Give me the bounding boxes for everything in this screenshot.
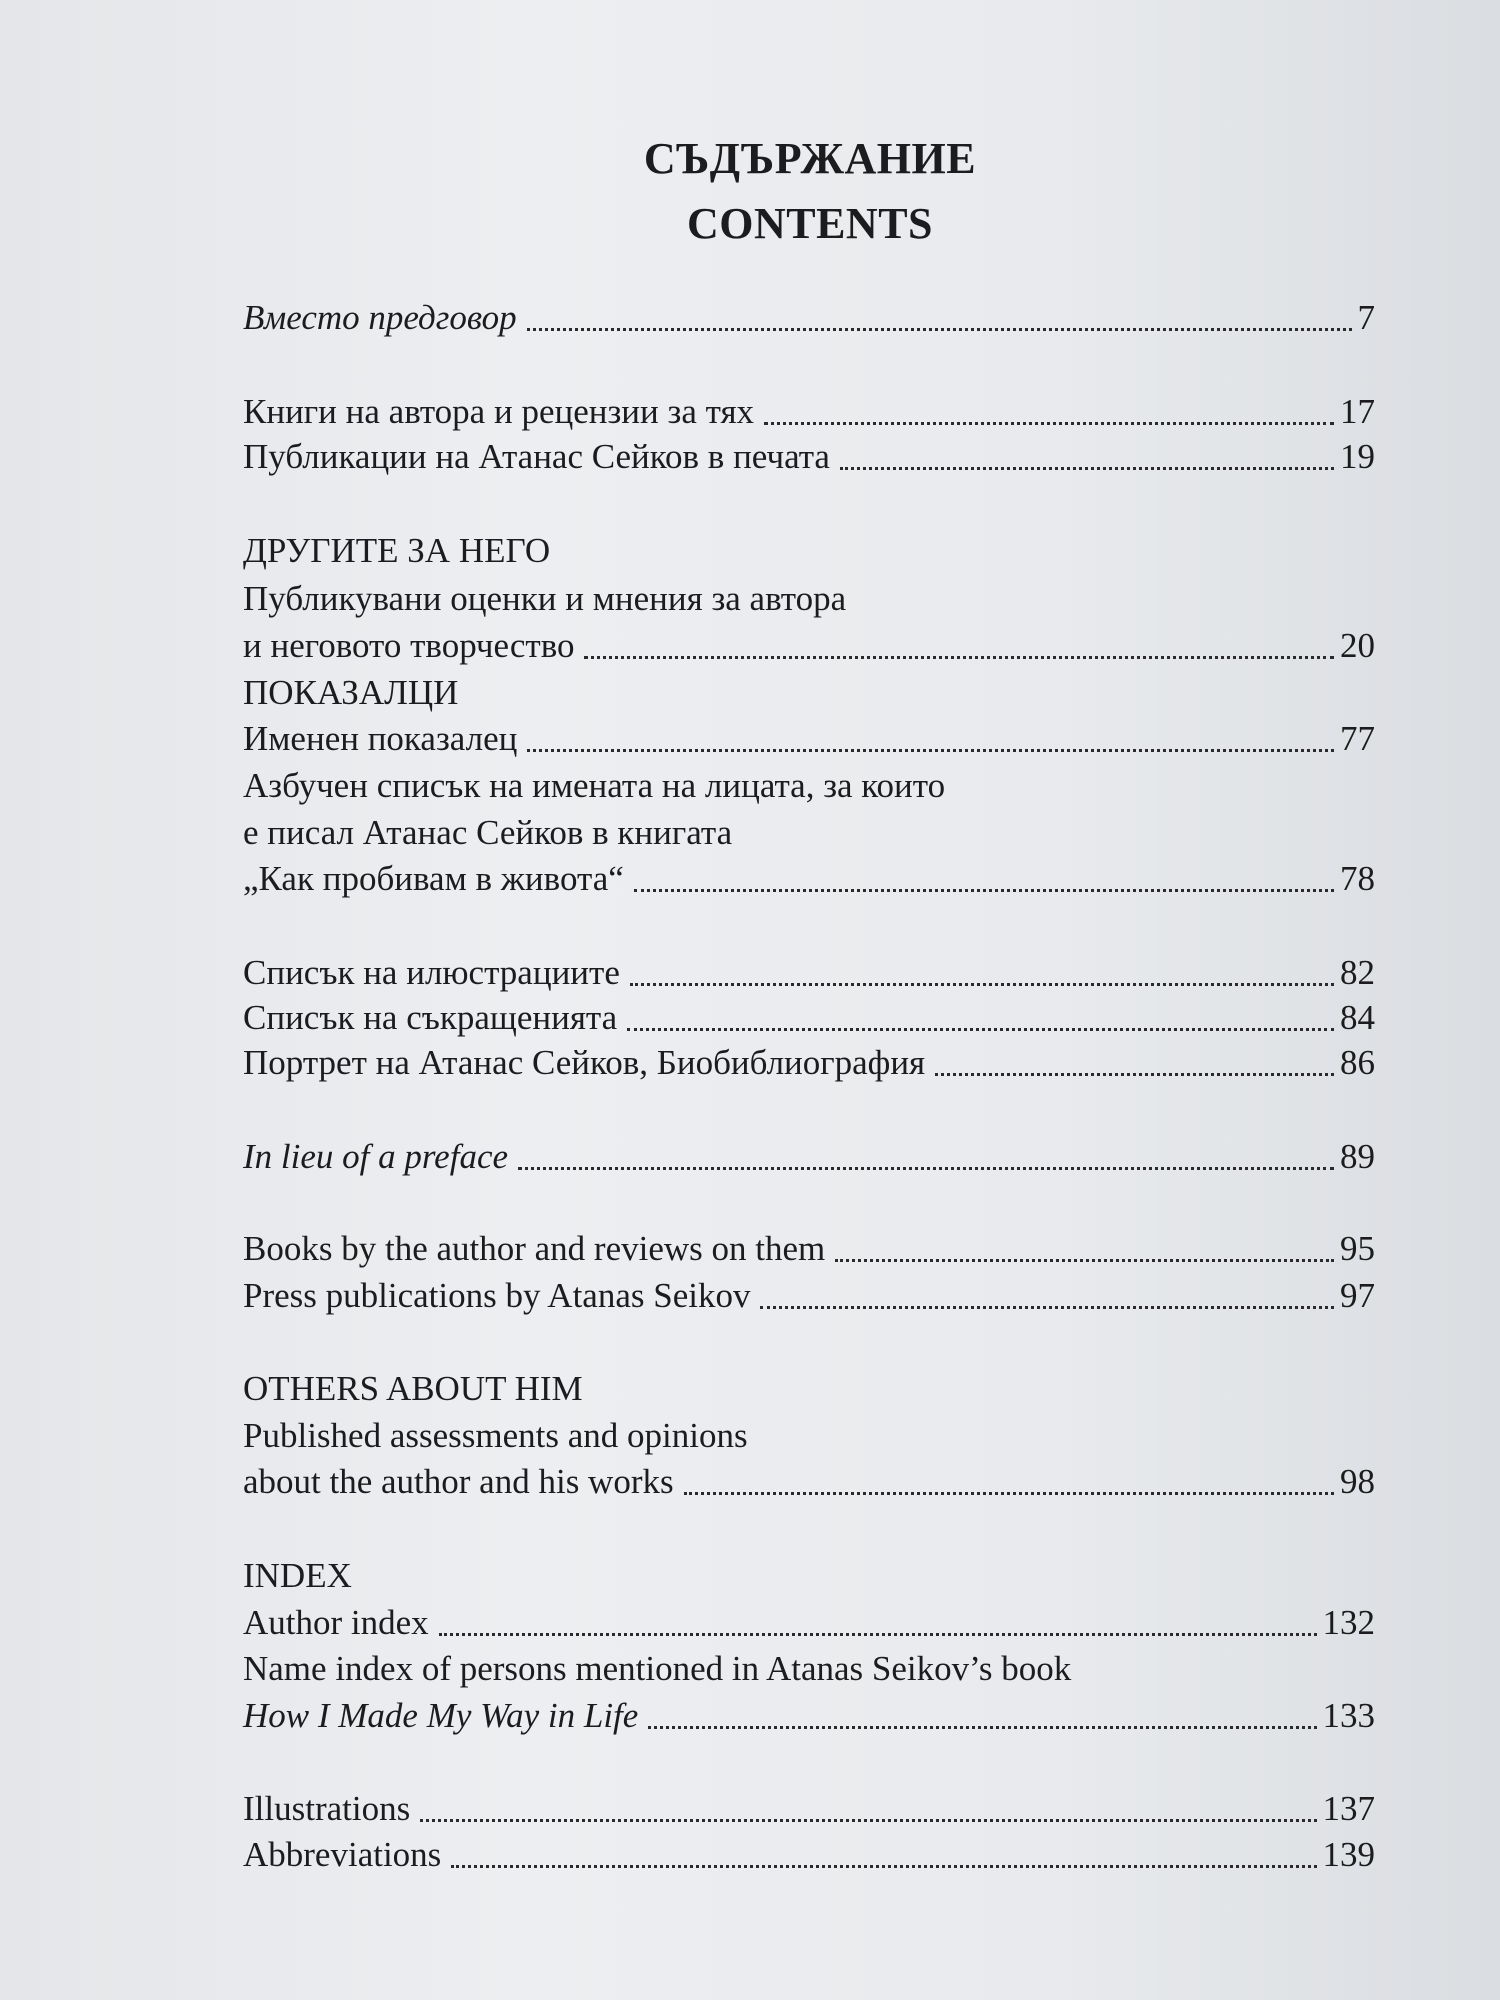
toc-entry bbox=[243, 295, 1375, 341]
toc-entry bbox=[243, 1226, 1375, 1272]
toc-section bbox=[243, 670, 1375, 716]
toc-entry bbox=[243, 1459, 1375, 1505]
toc-page: 84 bbox=[1340, 998, 1375, 1037]
toc-title: Портрет на Атанас Сейков, Биобиблиография bbox=[243, 1043, 926, 1082]
toc-title: about the author and his works bbox=[243, 1462, 674, 1501]
toc-page: 7 bbox=[1357, 298, 1375, 337]
toc-page: 19 bbox=[1340, 437, 1375, 476]
toc-section-title: OTHERS ABOUT HIM bbox=[243, 1369, 583, 1408]
toc-page: 133 bbox=[1322, 1696, 1375, 1735]
toc-entry bbox=[243, 950, 1375, 996]
toc-page: 82 bbox=[1340, 953, 1375, 992]
toc-entry bbox=[243, 1273, 1375, 1319]
toc-title: Press publications by Atanas Seikov bbox=[243, 1276, 751, 1315]
toc-leader bbox=[835, 1259, 1334, 1262]
toc-entry bbox=[243, 763, 1375, 809]
toc-entry bbox=[243, 1786, 1375, 1832]
toc-entry bbox=[243, 1600, 1375, 1646]
toc-title: How I Made My Way in Life bbox=[243, 1696, 639, 1735]
toc-title: Abbreviations bbox=[243, 1835, 442, 1874]
toc-entry bbox=[243, 716, 1375, 762]
toc-leader bbox=[634, 889, 1334, 892]
contents-heading-en: CONTENTS bbox=[686, 199, 934, 248]
toc-entry bbox=[243, 389, 1375, 435]
toc-entry bbox=[243, 1413, 1375, 1459]
toc-title: Books by the author and reviews on them bbox=[243, 1229, 826, 1268]
toc-page: 137 bbox=[1322, 1789, 1375, 1828]
toc-title: Вместо предговор bbox=[243, 298, 517, 337]
toc-leader bbox=[648, 1726, 1316, 1729]
toc-page: 89 bbox=[1340, 1137, 1375, 1176]
toc-leader bbox=[451, 1865, 1316, 1868]
toc-title: Списък на илюстрациите bbox=[243, 953, 620, 992]
toc-page: 17 bbox=[1340, 392, 1375, 431]
toc-page: 78 bbox=[1340, 859, 1375, 898]
toc-title: Illustrations bbox=[243, 1789, 411, 1828]
toc-section bbox=[243, 1553, 1375, 1599]
toc-entry bbox=[243, 576, 1375, 622]
toc-leader bbox=[760, 1306, 1334, 1309]
toc-title: Списък на съкращенията bbox=[243, 998, 618, 1037]
toc-title: Публикации на Атанас Сейков в печата bbox=[243, 437, 830, 476]
toc-leader bbox=[527, 749, 1334, 752]
toc-leader bbox=[439, 1633, 1317, 1636]
toc-page: 97 bbox=[1340, 1276, 1375, 1315]
toc-section bbox=[243, 528, 1375, 574]
toc-entry bbox=[243, 810, 1375, 856]
toc-title: Published assessments and opinions bbox=[243, 1416, 748, 1455]
toc-title: Публикувани оценки и мнения за автора bbox=[243, 579, 847, 618]
toc-leader bbox=[627, 1028, 1334, 1031]
toc-entry bbox=[243, 1693, 1375, 1739]
toc-entry bbox=[243, 856, 1375, 902]
toc-title: Именен показалец bbox=[243, 719, 518, 758]
toc-leader bbox=[584, 656, 1334, 659]
toc-section bbox=[243, 1366, 1375, 1412]
toc-leader bbox=[527, 328, 1352, 331]
toc-title: „Как пробивам в живота“ bbox=[243, 859, 624, 898]
toc-leader bbox=[420, 1819, 1316, 1822]
toc-leader bbox=[518, 1167, 1334, 1170]
toc-entry bbox=[243, 623, 1375, 669]
toc-entry bbox=[243, 995, 1375, 1041]
toc-entry bbox=[243, 1040, 1375, 1086]
toc-title: Книги на автора и рецензии за тях bbox=[243, 392, 755, 431]
toc-title: Author index bbox=[243, 1603, 429, 1642]
toc-page: 95 bbox=[1340, 1229, 1375, 1268]
toc-page: 20 bbox=[1340, 626, 1375, 665]
toc-leader bbox=[840, 467, 1334, 470]
toc-section-title: ДРУГИТЕ ЗА НЕГО bbox=[243, 531, 551, 570]
toc-entry bbox=[243, 1134, 1375, 1180]
toc-page: 132 bbox=[1322, 1603, 1375, 1642]
toc-section-title: INDEX bbox=[243, 1556, 352, 1595]
toc-section-title: ПОКАЗАЛЦИ bbox=[243, 673, 459, 712]
toc-page: 86 bbox=[1340, 1043, 1375, 1082]
contents-heading-bg: СЪДЪРЖАНИЕ bbox=[643, 134, 977, 183]
toc-page: 77 bbox=[1340, 719, 1375, 758]
toc-leader bbox=[630, 983, 1334, 986]
toc-title: е писал Атанас Сейков в книгата bbox=[243, 813, 733, 852]
toc-entry bbox=[243, 1646, 1375, 1692]
toc-title: и неговото творчество bbox=[243, 626, 575, 665]
toc-leader bbox=[764, 422, 1334, 425]
toc-leader bbox=[935, 1073, 1334, 1076]
toc-entry bbox=[243, 1832, 1375, 1878]
toc-leader bbox=[684, 1492, 1334, 1495]
toc-title: In lieu of a preface bbox=[243, 1137, 509, 1176]
toc-page: 98 bbox=[1340, 1462, 1375, 1501]
toc-title: Азбучен списък на имената на лицата, за които bbox=[243, 766, 946, 805]
toc-title: Name index of persons mentioned in Atanas Seikov’s book bbox=[243, 1649, 1072, 1688]
toc-entry bbox=[243, 434, 1375, 480]
toc-page: 139 bbox=[1322, 1835, 1375, 1874]
